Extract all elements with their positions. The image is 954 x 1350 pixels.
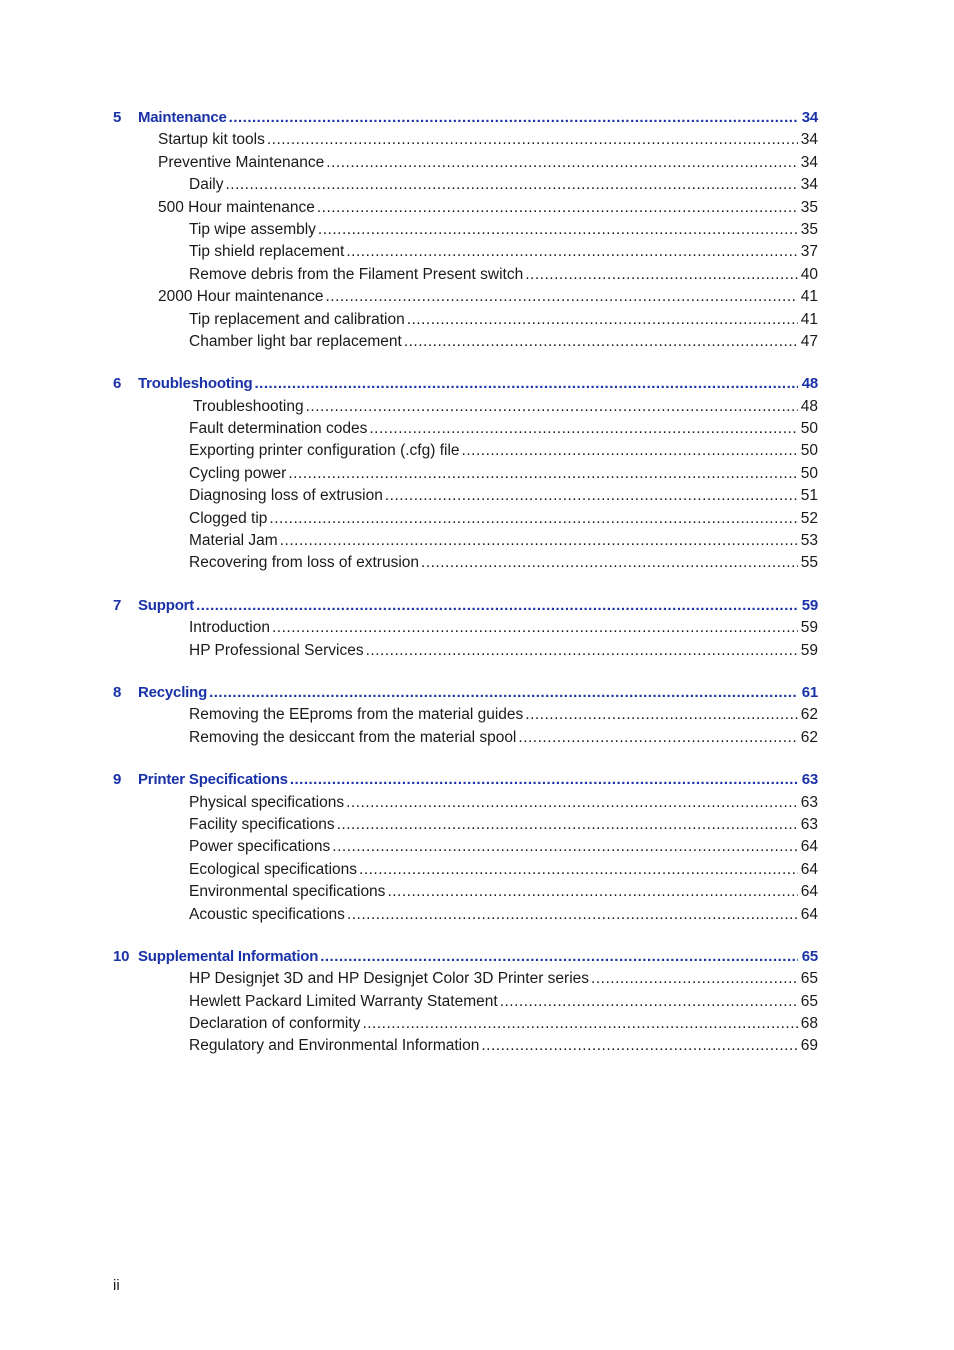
toc-chapter-link[interactable] [113, 682, 818, 704]
entry-page: 48 [800, 397, 818, 415]
toc-entry[interactable] [113, 617, 818, 639]
entry-title: Fault determination codes [189, 420, 368, 438]
chapter-page: 65 [801, 947, 818, 965]
toc-entry[interactable] [113, 463, 818, 485]
entry-title: Declaration of conformity [189, 1015, 361, 1033]
dot-leader [500, 991, 798, 1013]
chapter-number: 9 [113, 771, 122, 789]
entry-title: Environmental specifications [189, 883, 386, 901]
toc-chapter-10 [113, 946, 818, 1058]
entry-page: 40 [800, 265, 818, 283]
dot-leader [407, 309, 798, 331]
entry-title: HP Professional Services [189, 641, 364, 659]
entry-page: 53 [800, 532, 818, 550]
dot-leader [225, 174, 798, 196]
dot-leader [518, 727, 798, 749]
dot-leader [269, 508, 798, 530]
toc-entry[interactable] [113, 286, 818, 308]
dot-leader [332, 836, 798, 858]
entry-page: 62 [800, 728, 818, 746]
toc-entry[interactable] [113, 396, 818, 418]
toc-entry[interactable] [113, 727, 818, 749]
entry-title: 500 Hour maintenance [158, 198, 315, 216]
toc-chapter-link[interactable] [113, 107, 818, 129]
toc-entry[interactable] [113, 704, 818, 726]
entry-title: Chamber light bar replacement [189, 332, 402, 350]
entry-title: Diagnosing loss of extrusion [189, 487, 383, 505]
entry-title: 2000 Hour maintenance [158, 288, 324, 306]
entry-page: 50 [800, 420, 818, 438]
toc-entry[interactable] [113, 129, 818, 151]
entry-page: 64 [800, 860, 818, 878]
chapter-title: Recycling [138, 683, 208, 701]
entry-page: 64 [800, 883, 818, 901]
dot-leader [209, 682, 798, 704]
entry-page: 64 [800, 838, 818, 856]
toc-entry[interactable] [113, 792, 818, 814]
dot-leader [421, 552, 798, 574]
chapter-page: 34 [801, 109, 818, 126]
entry-page: 34 [800, 176, 818, 194]
entry-page: 63 [800, 815, 818, 833]
toc-entry[interactable] [113, 904, 818, 926]
chapter-title: Troubleshooting [138, 375, 253, 393]
chapter-number: 7 [113, 596, 122, 614]
page-number: ii [113, 1277, 120, 1294]
dot-leader [196, 595, 798, 617]
dot-leader [404, 331, 798, 353]
toc-chapter-7 [113, 595, 818, 662]
toc-entry[interactable] [113, 264, 818, 286]
entry-title: Recovering from loss of extrusion [189, 554, 420, 572]
toc-entry[interactable] [113, 485, 818, 507]
dot-leader [366, 640, 798, 662]
entry-title: Daily [189, 176, 224, 194]
toc-entry[interactable] [113, 991, 818, 1013]
entry-page: 59 [800, 619, 818, 637]
chapter-page: 63 [801, 771, 818, 789]
dot-leader [229, 107, 798, 129]
dot-leader [347, 904, 798, 926]
entry-title: Acoustic specifications [189, 905, 345, 923]
entry-title: Clogged tip [189, 509, 268, 527]
entry-page: 35 [800, 198, 818, 216]
entry-page: 65 [800, 970, 818, 988]
entry-page: 65 [800, 992, 818, 1010]
entry-title: Tip replacement and calibration [189, 310, 405, 328]
dot-leader [591, 968, 798, 990]
dot-leader [320, 946, 798, 968]
dot-leader [359, 859, 798, 881]
entry-page: 52 [800, 509, 818, 527]
toc-entry[interactable] [113, 440, 818, 462]
entry-title: Regulatory and Environmental Information [189, 1037, 480, 1055]
entry-page: 34 [800, 131, 818, 149]
dot-leader [267, 129, 798, 151]
toc-chapter-9 [113, 769, 818, 926]
toc-chapter-link[interactable] [113, 769, 818, 791]
chapter-number: 6 [113, 375, 122, 393]
entry-page: 62 [800, 706, 818, 724]
chapter-number: 10 [113, 947, 130, 965]
entry-page: 64 [800, 905, 818, 923]
entry-title: Removing the desiccant from the material spool [189, 728, 517, 746]
dot-leader [326, 152, 798, 174]
dot-leader [385, 485, 798, 507]
toc-entry[interactable] [113, 881, 818, 903]
toc-chapter-link[interactable] [113, 946, 818, 968]
toc-chapter-8 [113, 682, 818, 749]
entry-page: 59 [800, 641, 818, 659]
entry-title: Tip wipe assembly [189, 220, 316, 238]
dot-leader [325, 286, 798, 308]
entry-title: Material Jam [189, 532, 278, 550]
chapter-title: Printer Specifications [138, 771, 288, 789]
entry-page: 41 [800, 288, 818, 306]
toc-entry[interactable] [113, 640, 818, 662]
entry-title: Introduction [189, 619, 270, 637]
entry-page: 41 [800, 310, 818, 328]
dot-leader [280, 530, 798, 552]
toc-entry[interactable] [113, 968, 818, 990]
chapter-title: Supplemental Information [138, 947, 319, 965]
toc-entry[interactable] [113, 174, 818, 196]
entry-page: 51 [800, 487, 818, 505]
dot-leader [525, 264, 798, 286]
chapter-page: 59 [801, 596, 818, 614]
toc-entry[interactable] [113, 859, 818, 881]
dot-leader [525, 704, 798, 726]
dot-leader [290, 769, 798, 791]
toc-entry[interactable] [113, 1035, 818, 1057]
chapter-number: 8 [113, 683, 122, 701]
entry-title: Ecological specifications [189, 860, 358, 878]
entry-page: 68 [800, 1015, 818, 1033]
chapter-page: 61 [801, 683, 818, 701]
dot-leader [337, 814, 798, 836]
toc-entry[interactable] [113, 241, 818, 263]
entry-title: Physical specifications [189, 793, 345, 811]
toc-chapter-5 [113, 107, 818, 353]
dot-leader [387, 881, 798, 903]
dot-leader [362, 1013, 798, 1035]
entry-title: Power specifications [189, 838, 331, 856]
entry-title: Tip shield replacement [189, 243, 345, 261]
toc-entry[interactable] [113, 197, 818, 219]
chapter-title: Support [138, 596, 195, 614]
toc-entry[interactable] [113, 152, 818, 174]
entry-title: Hewlett Packard Limited Warranty Statement [189, 992, 498, 1010]
chapter-page: 48 [801, 375, 818, 393]
dot-leader [306, 396, 798, 418]
entry-page: 50 [800, 442, 818, 460]
entry-title: Preventive Maintenance [158, 153, 325, 171]
toc-entry[interactable] [113, 331, 818, 353]
toc-entry[interactable] [113, 530, 818, 552]
entry-title: Removing the EEproms from the material guides [189, 706, 524, 724]
chapter-title: Maintenance [138, 109, 227, 126]
toc-chapter-link[interactable] [113, 595, 818, 617]
dot-leader [481, 1035, 798, 1057]
entry-title: Exporting printer configuration (.cfg) file [189, 442, 460, 460]
toc-entry[interactable] [113, 836, 818, 858]
toc-entry[interactable] [113, 814, 818, 836]
entry-page: 69 [800, 1037, 818, 1055]
dot-leader [317, 197, 798, 219]
entry-title: Remove debris from the Filament Present switch [189, 265, 524, 283]
entry-title: HP Designjet 3D and HP Designjet Color 3D Printer series [189, 970, 590, 988]
dot-leader [255, 373, 799, 395]
entry-title: Startup kit tools [158, 131, 265, 149]
table-of-contents [113, 107, 818, 1078]
entry-title: Cycling power [189, 464, 287, 482]
entry-page: 34 [800, 153, 818, 171]
dot-leader [462, 440, 798, 462]
toc-entry[interactable] [113, 508, 818, 530]
chapter-number: 5 [113, 109, 122, 126]
entry-title: Troubleshooting [189, 397, 304, 415]
entry-page: 35 [800, 220, 818, 238]
entry-page: 50 [800, 464, 818, 482]
dot-leader [288, 463, 798, 485]
entry-page: 55 [800, 554, 818, 572]
dot-leader [369, 418, 798, 440]
dot-leader [346, 792, 798, 814]
toc-entry[interactable] [113, 1013, 818, 1035]
toc-chapter-link[interactable] [113, 373, 818, 395]
toc-chapter-6 [113, 373, 818, 575]
toc-entry[interactable] [113, 552, 818, 574]
dot-leader [318, 219, 798, 241]
entry-page: 47 [800, 332, 818, 350]
entry-title: Facility specifications [189, 815, 335, 833]
toc-entry[interactable] [113, 309, 818, 331]
dot-leader [346, 241, 798, 263]
entry-page: 37 [800, 243, 818, 261]
toc-entry[interactable] [113, 418, 818, 440]
dot-leader [272, 617, 798, 639]
toc-entry[interactable] [113, 219, 818, 241]
entry-page: 63 [800, 793, 818, 811]
